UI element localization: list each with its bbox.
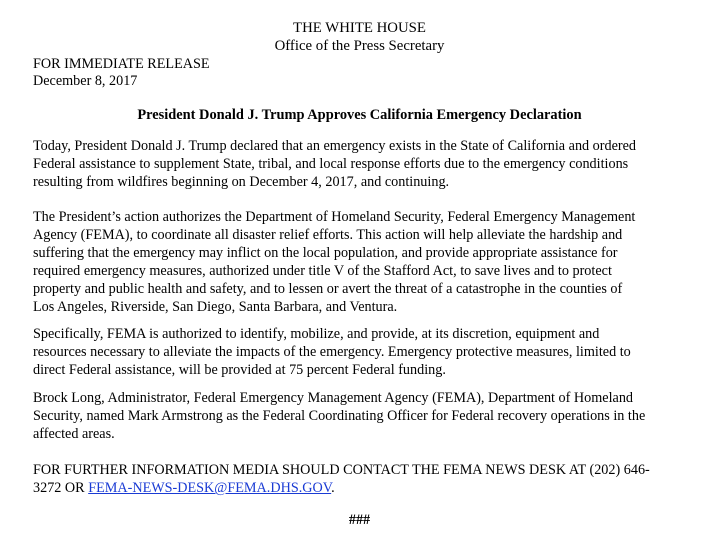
organization-title: THE WHITE HOUSE xyxy=(293,20,426,36)
headline: President Donald J. Trump Approves California Emergency Declaration xyxy=(137,107,582,123)
contact-info xyxy=(33,461,713,497)
paragraph-fema-authority xyxy=(33,325,713,379)
paragraph-line: Los Angeles, Riverside, San Diego, Santa Barbara, and Ventura. xyxy=(33,299,398,315)
paragraph-line: required emergency measures, authorized under title V of the Stafford Act, to save lives and to protect xyxy=(33,263,612,279)
contact-suffix: . xyxy=(331,480,335,496)
contact-line: FOR FURTHER INFORMATION MEDIA SHOULD CONTACT THE FEMA NEWS DESK AT (202) 646- xyxy=(33,462,650,478)
paragraph-declaration xyxy=(33,137,713,191)
paragraph-coordinating-officer xyxy=(33,389,713,443)
paragraph-line: affected areas. xyxy=(33,426,115,442)
paragraph-authorization xyxy=(33,208,713,316)
paragraph-line: property and public health and safety, and to lessen or avert the threat of a catastrophe in the counties of xyxy=(33,281,623,297)
paragraph-line: Federal assistance to supplement State, tribal, and local response efforts due to the emergency conditions xyxy=(33,156,629,172)
release-date: December 8, 2017 xyxy=(33,73,138,89)
end-mark: ### xyxy=(348,512,371,528)
paragraph-line: Security, named Mark Armstrong as the Federal Coordinating Officer for Federal recovery operations in the xyxy=(33,408,646,424)
paragraph-line: Specifically, FEMA is authorized to identify, mobilize, and provide, at its discretion, equipment and xyxy=(33,326,600,342)
office-subtitle: Office of the Press Secretary xyxy=(274,38,445,54)
paragraph-line: resulting from wildfires beginning on December 4, 2017, and continuing. xyxy=(33,174,450,190)
paragraph-line: direct Federal assistance, will be provided at 75 percent Federal funding. xyxy=(33,362,446,378)
paragraph-line: Today, President Donald J. Trump declared that an emergency exists in the State of California and ordered xyxy=(33,138,637,154)
paragraph-line: Agency (FEMA), to coordinate all disaster relief efforts. This action will help alleviate the hardship and xyxy=(33,227,623,243)
paragraph-line: resources necessary to alleviate the impacts of the emergency. Emergency protective measures, limited to xyxy=(33,344,631,360)
contact-line-2 xyxy=(33,479,713,497)
fema-email-link[interactable]: FEMA-NEWS-DESK@FEMA.DHS.GOV xyxy=(88,480,332,496)
paragraph-line: Brock Long, Administrator, Federal Emergency Management Agency (FEMA), Department of Homeland xyxy=(33,390,634,406)
paragraph-line: The President’s action authorizes the Department of Homeland Security, Federal Emergency Management xyxy=(33,209,636,225)
paragraph-line: suffering that the emergency may inflict on the local population, and provide appropriate assistance for xyxy=(33,245,618,261)
release-label: FOR IMMEDIATE RELEASE xyxy=(33,56,210,72)
contact-prefix: 3272 OR xyxy=(33,480,89,496)
